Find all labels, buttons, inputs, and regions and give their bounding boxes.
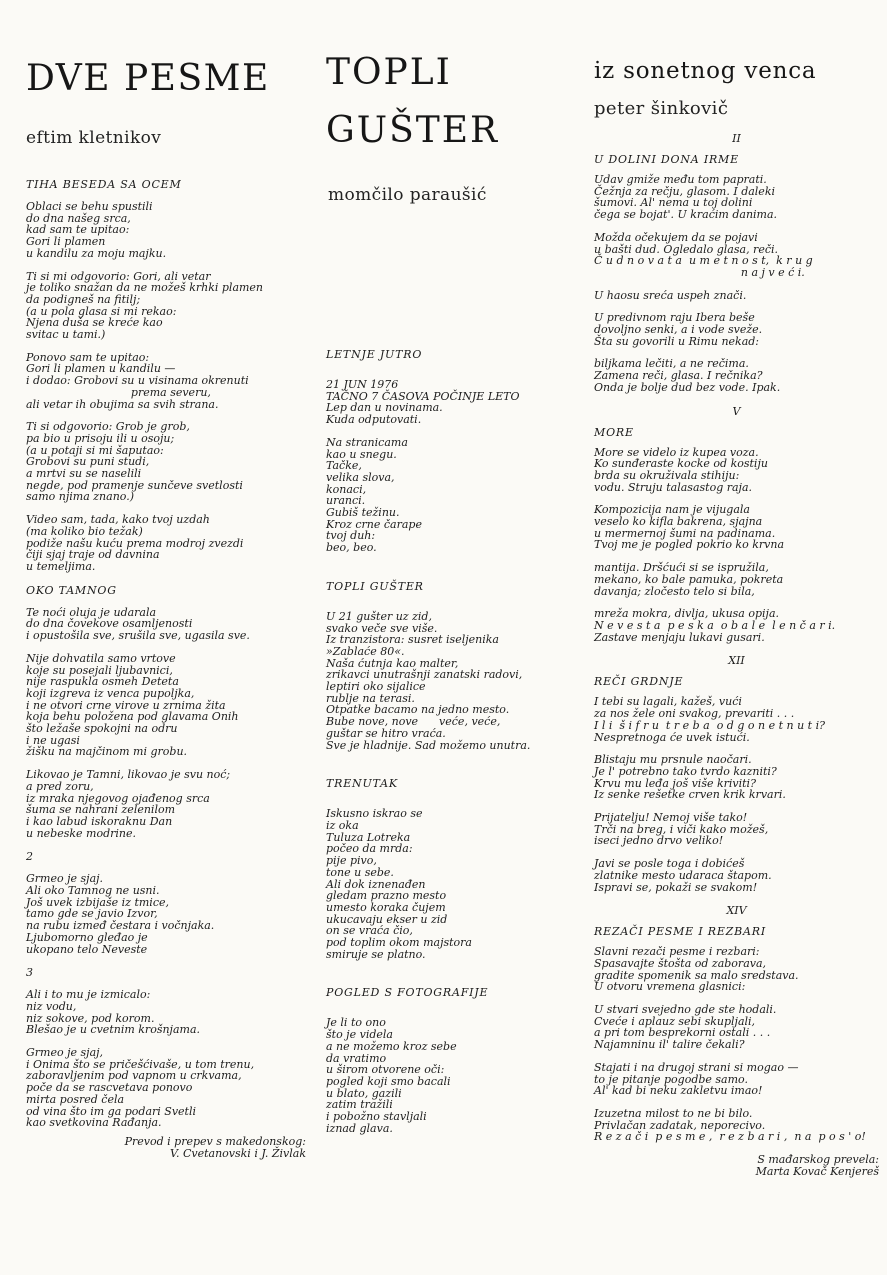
stanza — [26, 1047, 306, 1129]
verse-line: Lep dan u novinama. — [326, 401, 443, 415]
verse-line: mirta posred čela — [26, 1092, 125, 1106]
stanza — [594, 696, 879, 743]
verse-line: Spasavajte štošta od zaborava, — [594, 956, 767, 970]
verse-line: Šta su govorili u Rimu nekad: — [594, 334, 760, 348]
verse-line: Ali oko Tamnog ne usni. — [26, 884, 160, 898]
verse-line: zaboravljenim pod vapnom u crkvama, — [26, 1069, 242, 1083]
verse-line: Javi se posle toga i dobićeš — [594, 857, 745, 871]
verse-line: a pri tom besprekorni ostali . . . — [594, 1026, 771, 1040]
stanza — [326, 808, 581, 960]
verse-line: Ponovo sam te upitao: — [26, 350, 150, 364]
verse-line: do dna našeg srca, — [26, 211, 131, 225]
verse-line: More se videlo iz kupea voza. — [594, 445, 759, 459]
verse-line: a ne možemo kroz sebe — [326, 1039, 457, 1053]
verse-line: samo njima znano.) — [26, 490, 134, 504]
section-number: 3 — [26, 966, 33, 980]
verse-line: Privlačan zadatak, neporecivo. — [594, 1118, 766, 1132]
stanza — [326, 611, 581, 751]
verse-line: Otpatke bacamo na jedno mesto. — [326, 703, 510, 717]
verse-line: Gori li plamen u kandilu — — [26, 362, 176, 376]
stanza — [594, 608, 879, 643]
verse-line: (ma koliko bio težak) — [26, 524, 143, 538]
translator-credit — [26, 1136, 306, 1159]
verse-line: U 21 gušter uz zid, — [326, 609, 432, 623]
verse-line: počeo da mrda: — [326, 842, 413, 856]
stanza — [26, 271, 306, 341]
verse-line: (a u potaji si mi šaputao: — [26, 443, 164, 457]
verse-line: šumovi. Al' nema u toj dolini — [594, 196, 753, 210]
verse-line: I tebi su lagali, kažeš, vući — [594, 695, 742, 709]
verse-line: za nos žele oni svakog, prevariti . . . — [594, 707, 795, 721]
verse-line: n a j v e ć i. — [594, 265, 805, 279]
verse-line: smiruje se platno. — [326, 947, 426, 961]
verse-line: tone u sebe. — [326, 865, 394, 879]
verse-line: šuma se nahrani zelenilom — [26, 803, 176, 817]
verse-line: Gubiš težinu. — [326, 506, 400, 520]
page-title: TOPLI — [326, 52, 452, 93]
poem-title: REČI GRDNJE — [594, 675, 684, 689]
verse-line: Bube nove, nove veće, veće, — [326, 715, 501, 729]
verse-line: što ležaše spokojni na odru — [26, 722, 178, 736]
verse-line: Al' kad bi neku zakletvu imao! — [594, 1084, 763, 1098]
verse-line: svako veče sve više. — [326, 621, 438, 635]
verse-line: kad sam te upitao: — [26, 223, 130, 237]
credit-line: V. Cvetanovski i J. Živlak — [169, 1146, 306, 1160]
poem-title: MORE — [594, 425, 634, 439]
poem-title: POGLED S FOTOGRAFIJE — [326, 986, 489, 1000]
section-number: 2 — [26, 850, 33, 864]
verse-line: Oblaci se behu spustili — [26, 200, 153, 213]
verse-line: iz oka — [326, 818, 359, 832]
verse-line: i ne otvori crne virove u zrnima žita — [26, 698, 226, 712]
poem-list — [326, 348, 581, 1145]
verse-line: Tačke, — [326, 459, 362, 473]
verse-line: je toliko snažan da ne možeš krhki plamen — [26, 281, 264, 295]
verse-line: Te noći oluja je udarala — [26, 605, 157, 619]
verse-line: Njena duša se kreće kao — [26, 316, 163, 330]
poem-list — [26, 178, 306, 1159]
poem-list — [594, 132, 879, 1177]
verse-line: Likovao je Tamni, likovao je svu noć; — [26, 768, 231, 782]
stanza — [26, 201, 306, 260]
stanza — [594, 858, 879, 893]
verse-line: i pobožno stavljali — [326, 1110, 427, 1124]
verse-line: R e z a č i p e s m e , r e z b a r i , n a p o s ' o! — [594, 1130, 866, 1144]
verse-line: Stajati i na drugoj strani si mogao — — [594, 1060, 799, 1074]
verse-line: od vina što im ga podari Svetli — [26, 1104, 197, 1118]
verse-line: U stvari svejedno gde ste hodali. — [594, 1003, 777, 1017]
verse-line: Ispravi se, pokaži se svakom! — [594, 880, 758, 894]
verse-line: 21 JUN 1976 — [326, 378, 399, 391]
verse-line: rublje na terasi. — [326, 691, 415, 705]
verse-line: Možda očekujem da se pojavi — [594, 230, 758, 244]
verse-line: pod toplim okom majstora — [326, 936, 472, 950]
stanza — [26, 352, 306, 411]
verse-line: leptiri oko sijalice — [326, 680, 426, 694]
verse-line: Grmeo je sjaj, — [26, 1046, 104, 1060]
stanza — [594, 358, 879, 393]
section-number: XIV — [726, 904, 747, 918]
verse-line: Grmeo je sjaj. — [26, 872, 104, 886]
verse-line: ali vetar ih obujima sa svih strana. — [26, 397, 219, 411]
verse-line: konaci, — [326, 482, 367, 496]
verse-line: što je videla — [326, 1028, 393, 1042]
verse-line: U otvoru vremena glasnici: — [594, 980, 746, 994]
verse-line: kao u snegu. — [326, 447, 397, 461]
verse-line: koji izgreva iz venca pupoljka, — [26, 686, 195, 700]
verse-line: »Zablaće 80«. — [326, 644, 405, 658]
poem-title: TOPLI GUŠTER — [326, 579, 424, 593]
verse-line: Najamninu il' talire čekali? — [594, 1038, 745, 1052]
verse-line: Iz tranzistora: susret iseljenika — [326, 633, 499, 647]
verse-line: u blato, gazili — [326, 1086, 402, 1100]
verse-line: zrikavci unutrašnji zanatski radovi, — [326, 668, 523, 682]
verse-line: Tvoj me je pogled pokrio ko krvna — [594, 538, 784, 552]
verse-line: u širom otvorene oči: — [326, 1063, 445, 1077]
verse-line: Ko sunđeraste kocke od kostiju — [594, 457, 768, 471]
verse-line: iznad glava. — [326, 1121, 393, 1135]
verse-line: Prijatelju! Nemoj više tako! — [594, 811, 748, 825]
verse-line: Sve je hladnije. Sad možemo unutra. — [326, 738, 531, 752]
section-number: V — [732, 404, 741, 418]
page-title: iz sonetnog venca — [594, 58, 817, 84]
stanza — [594, 812, 879, 847]
verse-line: a mrtvi su se naselili — [26, 467, 142, 481]
verse-line: to je pitanje pogodbe samo. — [594, 1072, 748, 1086]
translator-credit — [594, 1154, 879, 1177]
verse-line: Slavni rezači pesme i rezbari: — [594, 945, 760, 959]
stanza — [594, 504, 879, 551]
verse-line: nije raspukla osmeh Deteta — [26, 675, 179, 689]
verse-line: Blistaju mu prsnule naočari. — [594, 753, 752, 767]
verse-line: Cveće i aplauz sebi skupljali, — [594, 1014, 756, 1028]
stanza — [594, 290, 879, 302]
verse-line: u nebeske modrine. — [26, 826, 137, 840]
author-name: peter šinkovič — [594, 98, 729, 119]
page-title: DVE PESME — [26, 58, 270, 99]
verse-line: poče da se rascvetava ponovo — [26, 1081, 193, 1095]
verse-line: Video sam, tada, kako tvoj uzdah — [26, 513, 210, 527]
poem-title: OKO TAMNOG — [26, 583, 117, 597]
author-name: momčilo paraušić — [328, 185, 487, 205]
poem-title: LETNJE JUTRO — [326, 348, 423, 361]
verse-line: do dna čovekove osamljenosti — [26, 617, 193, 631]
verse-line: Izuzetna milost to ne bi bilo. — [594, 1106, 753, 1120]
verse-line: velika slova, — [326, 470, 395, 484]
verse-line: u temeljima. — [26, 559, 96, 573]
verse-line: Gori li plamen — [26, 235, 106, 249]
verse-line: (a u pola glasa si mi rekao: — [26, 304, 177, 318]
stanza — [26, 989, 306, 1036]
stanza — [594, 1004, 879, 1051]
stanza — [594, 754, 879, 801]
verse-line: i kao labud iskoraknu Dan — [26, 814, 173, 828]
poem-title: TIHA BESEDA SA OCEM — [26, 178, 182, 191]
stanza — [594, 1108, 879, 1143]
stanza — [594, 312, 879, 347]
verse-line: Je li to ono — [326, 1016, 386, 1030]
verse-line: Je l' potrebno tako tvrdo kazniti? — [594, 764, 777, 778]
poem-title: REZAČI PESME I REZBARI — [594, 925, 766, 939]
verse-line: guštar se hitro vraća. — [326, 726, 446, 740]
verse-line: a pred zoru, — [26, 779, 94, 793]
verse-line: prema severu, — [26, 385, 211, 399]
stanza — [594, 232, 879, 279]
verse-line: žišku na majčinom mi grobu. — [26, 745, 188, 759]
stanza — [594, 1062, 879, 1097]
verse-line: podiže našu kuću prema modroj zvezdi — [26, 536, 244, 550]
verse-line: beo, beo. — [326, 541, 377, 555]
stanza — [26, 514, 306, 573]
verse-line: Nije dohvatila samo vrtove — [26, 651, 176, 665]
verse-line: kao svetkovina Rađanja. — [26, 1116, 162, 1130]
verse-line: on se vraća čio, — [326, 924, 413, 938]
verse-line: iseci jedno drvo veliko! — [594, 834, 724, 848]
verse-line: Č u d n o v a t a u m e t n o s t, k r u g — [594, 254, 813, 268]
verse-line: Kompozicija nam je vijugala — [594, 503, 750, 517]
verse-line: veselo ko kifla bakrena, sjajna — [594, 515, 763, 529]
verse-line: u kandilu za moju majku. — [26, 246, 167, 260]
poem-title: U DOLINI DONA IRME — [594, 153, 739, 166]
verse-line: davanja; zločesto telo si bila, — [594, 584, 755, 598]
verse-line: U haosu sreća uspeh znači. — [594, 288, 747, 302]
verse-line: zlatnike mesto udaraca štapom. — [594, 868, 772, 882]
verse-line: tvoj duh: — [326, 529, 376, 543]
verse-line: pogled koji smo bacali — [326, 1074, 451, 1088]
verse-line: u mermernoj šumi na padinama. — [594, 526, 776, 540]
stanza — [594, 174, 879, 221]
verse-line: da podigneš na fitilj; — [26, 292, 141, 306]
stanza — [326, 437, 581, 554]
verse-line: Ali dok iznenađen — [326, 877, 426, 891]
stanza — [594, 447, 879, 494]
verse-line: Iskusno iskrao se — [326, 807, 423, 821]
poem-title: TRENUTAK — [326, 777, 398, 791]
stanza — [594, 946, 879, 993]
section-number: II — [732, 132, 741, 145]
stanza — [26, 873, 306, 955]
stanza — [26, 769, 306, 839]
verse-line: Tuluza Lotreka — [326, 830, 411, 844]
verse-line: U predivnom raju Ibera beše — [594, 311, 755, 325]
verse-line: svitac u tami.) — [26, 328, 106, 342]
verse-line: Kroz crne čarape — [326, 517, 422, 531]
verse-line: Zastave menjaju lukavi gusari. — [594, 630, 765, 644]
verse-line: uranci. — [326, 494, 366, 508]
verse-line: niz sokove, pod korom. — [26, 1011, 155, 1025]
verse-line: gradite spomenik sa malo sredstava. — [594, 968, 799, 982]
verse-line: i ne ugasi — [26, 733, 80, 747]
verse-line: Naša ćutnja kao malter, — [326, 656, 459, 670]
stanza — [326, 1017, 581, 1134]
verse-line: Zamena reči, glasa. I rečnika? — [594, 369, 763, 383]
verse-line: N e v e s t a p e s k a o b a l e l e n č a r i. — [594, 618, 836, 632]
verse-line: Udav gmiže među tom paprati. — [594, 173, 767, 186]
author-name: eftim kletnikov — [26, 128, 162, 148]
verse-line: mekano, ko bale pamuka, pokreta — [594, 572, 784, 586]
verse-line: gledam prazno mesto — [326, 889, 447, 903]
verse-line: Nespretnoga će uvek istući. — [594, 730, 750, 744]
stanza — [26, 607, 306, 642]
verse-line: pije pivo, — [326, 854, 377, 868]
verse-line: tamo gde se javio Izvor, — [26, 907, 158, 921]
verse-line: zatim tražili — [326, 1098, 393, 1112]
verse-line: Trči na breg, i viči kako možeš, — [594, 822, 769, 836]
verse-line: Onda je bolje dud bez vode. Ipak. — [594, 380, 781, 394]
verse-line: i dodao: Grobovi su u visinama okrenuti — [26, 374, 249, 388]
verse-line: i Onima što se pričešćivaše, u tom trenu, — [26, 1057, 255, 1071]
verse-line: umesto koraka čujem — [326, 900, 446, 914]
stanza — [594, 562, 879, 597]
credit-line: Marta Kovač Kenjereš — [755, 1164, 879, 1178]
page-title: GUŠTER — [326, 110, 500, 151]
verse-line: koje su posejali ljubavnici, — [26, 663, 173, 677]
verse-line: pa bio u prisoju ili u osoju; — [26, 431, 175, 445]
credit-line: Prevod i prepev s makedonskog: — [124, 1135, 306, 1148]
credit-line: S mađarskog prevela: — [757, 1153, 879, 1167]
verse-line: Na stranicama — [326, 435, 408, 449]
verse-line: Ti si odgovorio: Grob je grob, — [26, 420, 190, 434]
verse-line: Kuda odputovati. — [326, 413, 422, 427]
verse-line: Čežnja za rečju, glasom. I daleki — [594, 184, 776, 198]
verse-line: Još uvek izbijaše iz tmice, — [26, 895, 169, 909]
verse-line: vodu. Struju talasastog raja. — [594, 480, 753, 494]
verse-line: mreža mokra, divlja, ukusa opija. — [594, 607, 780, 621]
verse-line: brda su okruživala stihiju: — [594, 468, 740, 482]
verse-line: mantija. Dršćući si se ispružila, — [594, 561, 769, 575]
verse-line: negde, pod pramenje sunčeve svetlosti — [26, 478, 243, 492]
verse-line: Ali i to mu je izmicalo: — [26, 988, 151, 1002]
verse-line: TAČNO 7 ČASOVA POČINJE LETO — [326, 389, 520, 403]
verse-line: ukucavaju ekser u zid — [326, 912, 448, 926]
verse-line: u bašti dud. Ogledalo glasa, reči. — [594, 242, 779, 256]
verse-line: i opustošila sve, srušila sve, ugasila sve. — [26, 629, 250, 643]
verse-line: iz mraka njegovog ojađenog srca — [26, 791, 210, 805]
stanza — [26, 421, 306, 503]
verse-line: niz vodu, — [26, 999, 77, 1013]
verse-line: Ti si mi odgovorio: Gori, ali vetar — [26, 269, 211, 283]
verse-line: Ljubomorno gleđao je — [26, 930, 148, 944]
verse-line: Grobovi su puni studi, — [26, 455, 150, 469]
verse-line: na rubu izmeđ čestara i vočnjaka. — [26, 919, 215, 933]
stanza — [26, 653, 306, 758]
verse-line: I l i š i f r u t r e b a o d g o n e t n u t i? — [594, 718, 826, 732]
verse-line: Krvu mu leđa još više kriviti? — [594, 776, 756, 790]
verse-line: koja behu položena pod glavama Onih — [26, 710, 239, 724]
section-number: XII — [728, 654, 745, 668]
verse-line: biljkama lečiti, a ne rečima. — [594, 357, 749, 371]
verse-line: Blešao je u cvetnim krošnjama. — [26, 1023, 200, 1037]
verse-line: čega se bojat'. U kraćim danima. — [594, 208, 778, 222]
verse-line: Iz senke rešetke crven krik krvari. — [594, 788, 786, 802]
verse-line: da vratimo — [326, 1051, 387, 1065]
verse-line: čiji sjaj traje od davnina — [26, 548, 160, 562]
stanza — [326, 379, 581, 426]
verse-line: ukopano telo Neveste — [26, 942, 148, 956]
verse-line: dovoljno senki, a i vode sveže. — [594, 323, 763, 337]
